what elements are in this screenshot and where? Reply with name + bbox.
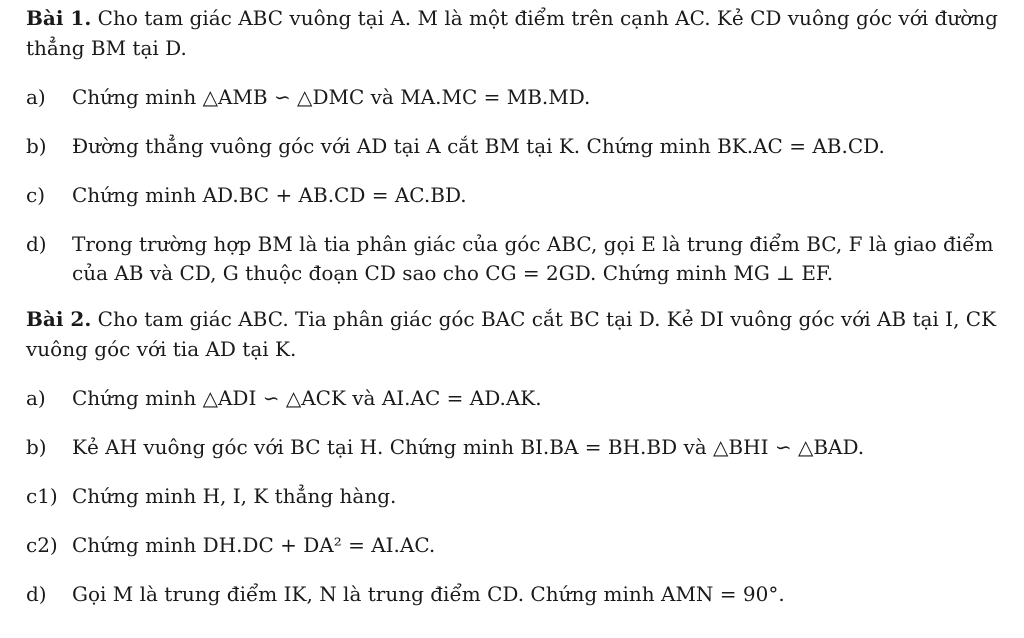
part-label: b) — [26, 435, 47, 459]
problem-2-part-a — [26, 384, 1010, 413]
part-text: Đường thẳng vuông góc với AD tại A cắt BM tại K. Chứng minh BK.AC = AB.CD. — [72, 134, 885, 158]
part-label: d) — [26, 232, 47, 256]
part-label: c) — [26, 183, 46, 207]
problem-2 — [26, 304, 1010, 609]
part-label: d) — [26, 582, 47, 606]
problem-2-heading: Bài 2. — [26, 307, 92, 331]
problem-2-part-c1 — [26, 482, 1010, 511]
part-label: c2) — [26, 533, 58, 557]
problem-2-part-d — [26, 580, 1010, 609]
part-label: a) — [26, 386, 46, 410]
part-text: Gọi M là trung điểm IK, N là trung điểm CD. Chứng minh AMN = 90°. — [72, 582, 785, 606]
problem-1-part-d — [26, 230, 1010, 288]
part-label: b) — [26, 134, 47, 158]
problem-2-statement: Cho tam giác ABC. Tia phân giác góc BAC cắt BC tại D. Kẻ DI vuông góc với AB tại I, CK vuông góc với tia AD tại K. — [26, 307, 997, 361]
part-text: Chứng minh H, I, K thẳng hàng. — [72, 484, 397, 508]
part-text: Chứng minh DH.DC + DA² = AI.AC. — [72, 533, 436, 557]
problem-2-part-b — [26, 433, 1010, 462]
problem-1-statement: Cho tam giác ABC vuông tại A. M là một điểm trên cạnh AC. Kẻ CD vuông góc với đường thẳng BM tại D. — [26, 6, 998, 60]
problem-1 — [26, 3, 1010, 288]
part-label: a) — [26, 85, 46, 109]
part-text: Trong trường hợp BM là tia phân giác của góc ABC, gọi E là trung điểm BC, F là giao điểm của AB và CD, G thuộc đoạn CD sao cho CG = 2GD. Chứng minh MG ⊥ EF. — [72, 232, 994, 285]
part-text: Chứng minh AD.BC + AB.CD = AC.BD. — [72, 183, 467, 207]
part-text: Kẻ AH vuông góc với BC tại H. Chứng minh BI.BA = BH.BD và △BHI ∽ △BAD. — [72, 435, 865, 459]
problem-1-part-a — [26, 83, 1010, 112]
problem-1-part-c — [26, 181, 1010, 210]
part-text: Chứng minh △AMB ∽ △DMC và MA.MC = MB.MD. — [72, 85, 591, 109]
part-label: c1) — [26, 484, 58, 508]
problem-1-part-b — [26, 132, 1010, 161]
problem-2-part-c2 — [26, 531, 1010, 560]
problem-1-heading: Bài 1. — [26, 6, 92, 30]
part-text: Chứng minh △ADI ∽ △ACK và AI.AC = AD.AK. — [72, 386, 542, 410]
